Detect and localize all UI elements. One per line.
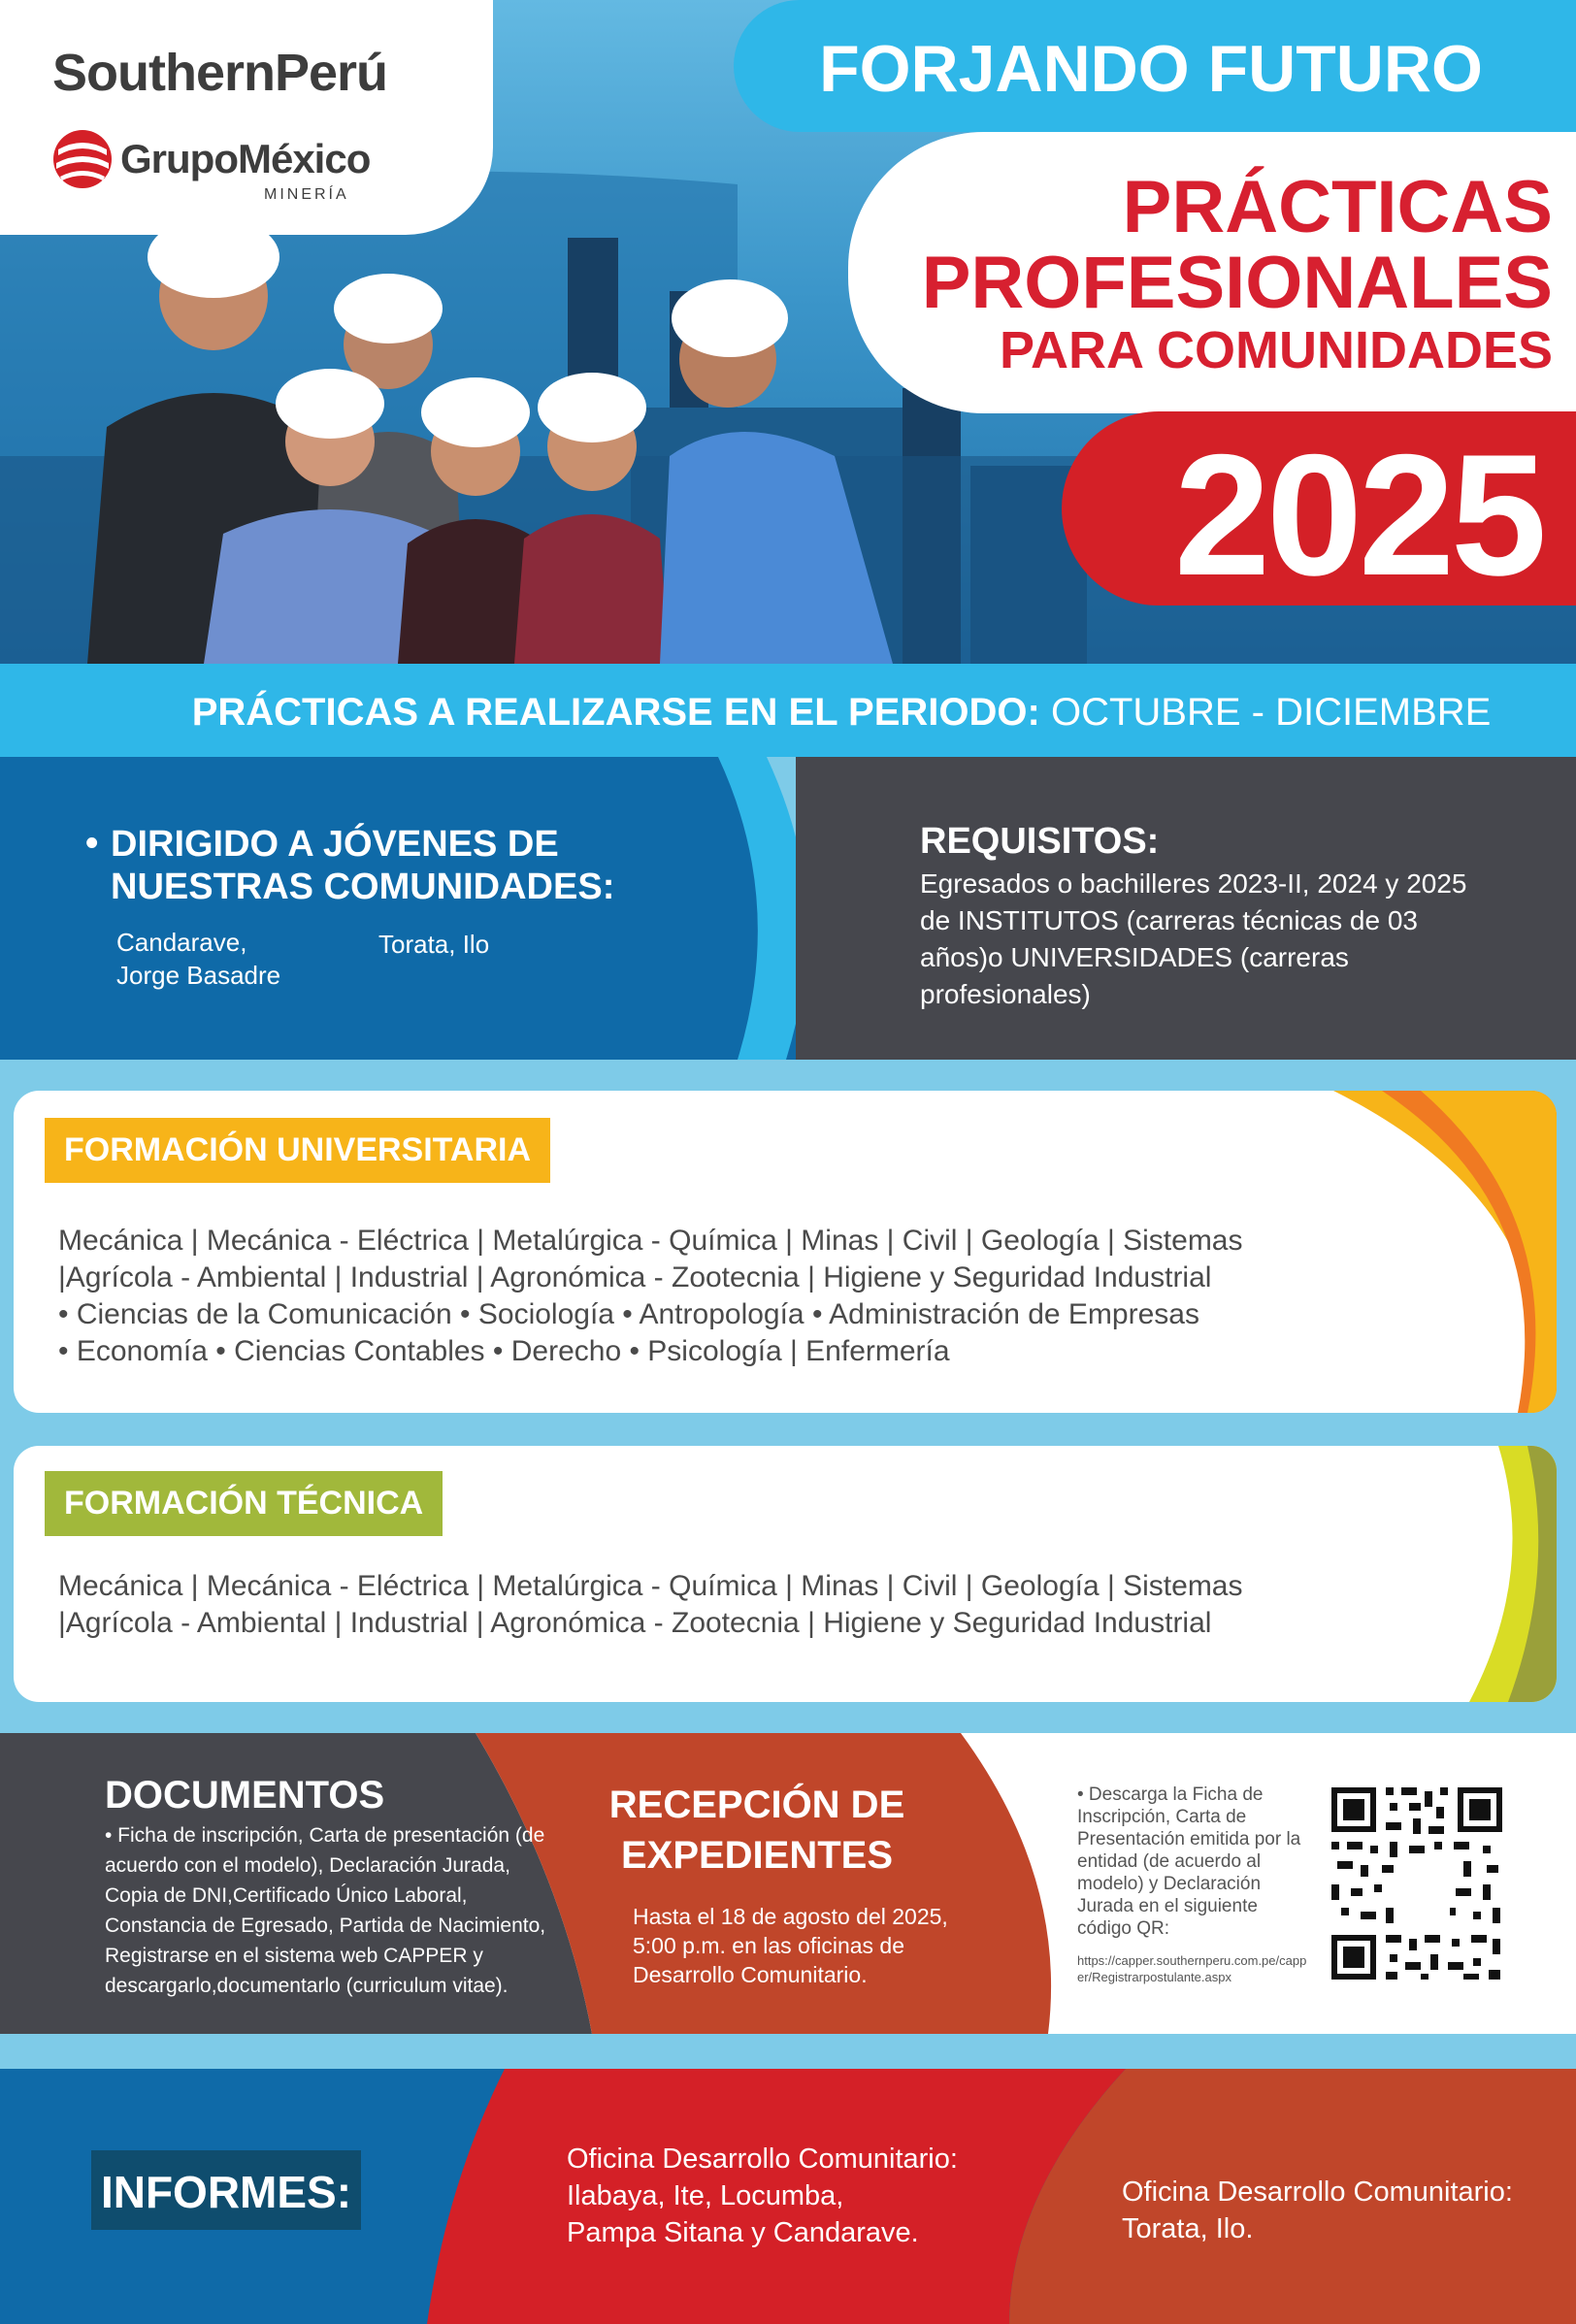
- period-text: [0, 691, 1576, 735]
- info-office-1: Oficina Desarrollo Comunitario: Ilabaya, Ite, Locumba, Pampa Sitana y Candarave.: [567, 2144, 958, 2248]
- title-line-2: PROFESIONALES: [921, 242, 1553, 324]
- year-label: 2025: [1174, 418, 1543, 611]
- technical-tag: FORMACIÓN TÉCNICA: [45, 1471, 443, 1536]
- grupo-mexico-logo-icon: [52, 126, 113, 192]
- qr-code-icon[interactable]: [1328, 1784, 1506, 1983]
- mineria-label: MINERÍA: [264, 186, 349, 203]
- requirements-text: Egresados o bachilleres 2023-II, 2024 y 2025 de INSTITUTOS (carreras técnicas de 03 años)o UNIVERSIDADES (carreras profesionales): [920, 868, 1467, 1009]
- tagline: FORJANDO FUTURO: [819, 32, 1483, 106]
- audience-title: DIRIGIDO A JÓVENES DE NUESTRAS COMUNIDADES:: [111, 824, 615, 907]
- university-careers: Mecánica | Mecánica - Eléctrica | Metalúrgica - Química | Minas | Civil | Geología | Sistemas |Agrícola - Ambiental | Industrial | Agronómica - Zootecnia | Higiene y Seguridad Industrial • Ciencias de la Comunicación • Sociología • Antropología • Administración de Empresas • Economía • Ciencias Contables • Derecho • Psicología | Enfermería: [58, 1225, 1243, 1367]
- title-line-1: PRÁCTICAS: [1122, 166, 1553, 248]
- documents-title: DOCUMENTOS: [105, 1774, 385, 1817]
- info-title: INFORMES:: [100, 2167, 352, 2217]
- info-office-2: Oficina Desarrollo Comunitario: Torata, Ilo.: [1122, 2177, 1513, 2244]
- title-line-3: PARA COMUNIDADES: [999, 321, 1553, 379]
- audience-bullet: •: [85, 823, 99, 864]
- period-label: PRÁCTICAS A REALIZARSE EN EL PERIODO:: [191, 691, 1040, 734]
- reception-text: Hasta el 18 de agosto del 2025, 5:00 p.m. en las oficinas de Desarrollo Comunitario.: [633, 1904, 948, 1987]
- qr-url[interactable]: https://capper.southernperu.com.pe/capper/Registrarpostulante.aspx: [1077, 1953, 1307, 1984]
- period-value: OCTUBRE - DICIEMBRE: [1050, 691, 1492, 734]
- university-tag: FORMACIÓN UNIVERSITARIA: [45, 1118, 550, 1183]
- technical-careers: Mecánica | Mecánica - Eléctrica | Metalúrgica - Química | Minas | Civil | Geología | Sistemas |Agrícola - Ambiental | Industrial | Agronómica - Zootecnia | Higiene y Seguridad Industrial: [58, 1570, 1243, 1639]
- logo-card: [0, 0, 493, 235]
- grupo-mexico-wordmark: GrupoMéxico: [120, 136, 371, 181]
- communities-list-1: Candarave, Jorge Basadre: [116, 928, 281, 990]
- southern-peru-logo: SouthernPerú: [52, 44, 388, 102]
- reception-title: RECEPCIÓN DE EXPEDIENTES: [608, 1784, 905, 1877]
- communities-list-2: Torata, Ilo: [378, 930, 490, 959]
- qr-instructions: • Descarga la Ficha de Inscripción, Carta de Presentación emitida por la entidad (de acuerdo al modelo) y Declaración Jurada en el siguiente código QR:: [1077, 1784, 1301, 1939]
- documents-text: • Ficha de inscripción, Carta de presentación (de acuerdo con el modelo), Declaración Jurada, Copia de DNI,Certificado Único Laboral, Constancia de Egresado, Partida de Nacimiento, Registrarse en el sistema web CAPPER y descargarlo,documentarlo (curriculum vitae).: [105, 1824, 546, 1997]
- requirements-title: REQUISITOS:: [920, 821, 1160, 862]
